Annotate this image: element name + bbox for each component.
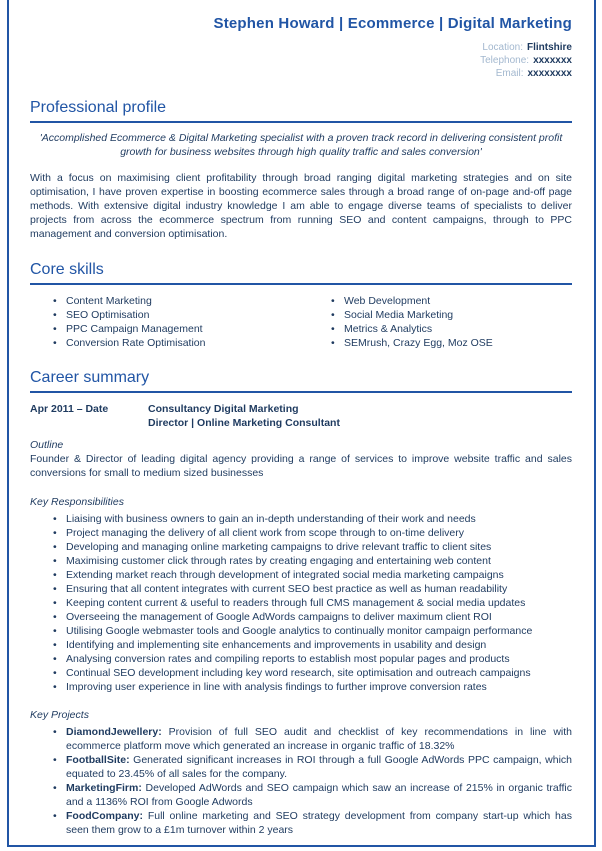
key-responsibilities-label: Key Responsibilities bbox=[30, 496, 124, 509]
responsibility-item: • Overseeing the management of Google AdWords campaigns to deliver maximum client ROI bbox=[48, 610, 572, 624]
responsibility-item: • Keeping content current & useful to readers through full CMS management & social media updates bbox=[48, 596, 572, 610]
job-company: Consultancy Digital Marketing bbox=[148, 403, 299, 416]
profile-summary: With a focus on maximising client profitability through broad ranging digital marketing strategies and on site optimisation, I have proven expertise in boosting ecommerce sales through a broad range of on-page and-off page methods. With extensive digital industry knowledge I am able to engage diverse teams of specialists to deliver projects from across the ecommerce spectrum from running SEO and content campaigns, through to PPC management and conversion optimisation. bbox=[30, 172, 572, 240]
responsibility-item: • Project managing the delivery of all client work from scope through to on-time delivery bbox=[48, 526, 572, 540]
project-text: Developed AdWords and SEO campaign which saw an increase of 215% in organic traffic and a 1136% ROI from Google Adwords bbox=[66, 782, 572, 809]
project-name: FoodCompany: bbox=[66, 810, 143, 823]
outline-label: Outline bbox=[30, 439, 64, 452]
skill-item: • Web Development bbox=[326, 294, 572, 308]
projects-list bbox=[48, 725, 572, 837]
section-heading-professional-profile: Professional profile bbox=[30, 97, 572, 123]
contact-row bbox=[30, 67, 572, 80]
job-header bbox=[30, 402, 572, 430]
responsibility-item: • Improving user experience in line with analysis findings to further improve conversion rates bbox=[48, 680, 572, 694]
project-name: DiamondJewellery: bbox=[66, 726, 162, 739]
contact-value: xxxxxxx bbox=[533, 54, 572, 66]
contact-label: Location: bbox=[482, 41, 523, 53]
job-org-block bbox=[148, 402, 340, 430]
responsibility-item: • Continual SEO development including key word research, site optimisation and outreach campaigns bbox=[48, 666, 572, 680]
contact-label: Email: bbox=[495, 67, 524, 79]
project-item bbox=[48, 753, 572, 781]
skill-item: • PPC Campaign Management bbox=[48, 322, 326, 336]
project-item bbox=[48, 725, 572, 753]
responsibility-item: • Developing and managing online marketing campaigns to drive relevant traffic to client sites bbox=[48, 540, 572, 554]
project-item bbox=[48, 809, 572, 837]
contact-row bbox=[30, 41, 572, 54]
profile-quote: 'Accomplished Ecommerce & Digital Marketing specialist with a proven track record in delivering consistent profit growth for business websites through high quality traffic and sales conversion' bbox=[39, 132, 563, 159]
project-text: Full online marketing and SEO strategy development from company start-up which has seen them grow to a £1m turnover within 2 years bbox=[66, 810, 572, 837]
cv-header bbox=[30, 10, 572, 80]
project-text: Generated significant increases in ROI through a full Google AdWords PPC campaign, which equated to 23.45% of all sales for the company. bbox=[66, 754, 572, 781]
core-skills-right-list bbox=[326, 294, 572, 350]
skill-item: • Metrics & Analytics bbox=[326, 322, 572, 336]
contact-value: xxxxxxxx bbox=[527, 67, 572, 79]
contact-label: Telephone: bbox=[480, 54, 530, 66]
responsibility-item: • Ensuring that all content integrates with current SEO best practice as well as human readability bbox=[48, 582, 572, 596]
outline-text: Founder & Director of leading digital agency providing a range of services to improve website traffic and sales conversions for small to medium sized businesses bbox=[30, 453, 572, 480]
project-text: Provision of full SEO audit and checklist of key recommendations in line with ecommerce platform move which generated an increase in organic traffic of 18.32% bbox=[66, 726, 572, 753]
job-role: Director | Online Marketing Consultant bbox=[148, 417, 340, 430]
section-heading-core-skills: Core skills bbox=[30, 259, 572, 285]
responsibility-item: • Utilising Google webmaster tools and Google analytics to continually monitor campaign performance bbox=[48, 624, 572, 638]
page-title: Stephen Howard | Ecommerce | Digital Marketing bbox=[213, 15, 572, 32]
key-projects-label: Key Projects bbox=[30, 709, 89, 722]
responsibility-item: • Maximising customer click through rates by creating engaging and entertaining web content bbox=[48, 554, 572, 568]
contact-block bbox=[30, 41, 572, 80]
skill-item: • SEMrush, Crazy Egg, Moz OSE bbox=[326, 336, 572, 350]
skill-item: • Social Media Marketing bbox=[326, 308, 572, 322]
skill-item: • SEO Optimisation bbox=[48, 308, 326, 322]
core-skills-left-list bbox=[48, 294, 326, 350]
project-name: FootballSite: bbox=[66, 754, 130, 767]
project-name: MarketingFirm: bbox=[66, 782, 142, 795]
section-heading-career-summary: Career summary bbox=[30, 367, 572, 393]
contact-value: Flintshire bbox=[526, 41, 572, 53]
core-skills-columns bbox=[30, 294, 572, 350]
project-item bbox=[48, 781, 572, 809]
responsibilities-list bbox=[48, 512, 572, 694]
responsibility-item: • Extending market reach through development of integrated social media marketing campaigns bbox=[48, 568, 572, 582]
skill-item: • Conversion Rate Optimisation bbox=[48, 336, 326, 350]
skill-item: • Content Marketing bbox=[48, 294, 326, 308]
contact-row bbox=[30, 54, 572, 67]
responsibility-item: • Identifying and implementing site enhancements and improvements in usability and design bbox=[48, 638, 572, 652]
job-date-range: Apr 2011 – Date bbox=[30, 403, 109, 416]
responsibility-item: • Liaising with business owners to gain an in-depth understanding of their work and needs bbox=[48, 512, 572, 526]
responsibility-item: • Analysing conversion rates and compiling reports to establish most popular pages and products bbox=[48, 652, 572, 666]
